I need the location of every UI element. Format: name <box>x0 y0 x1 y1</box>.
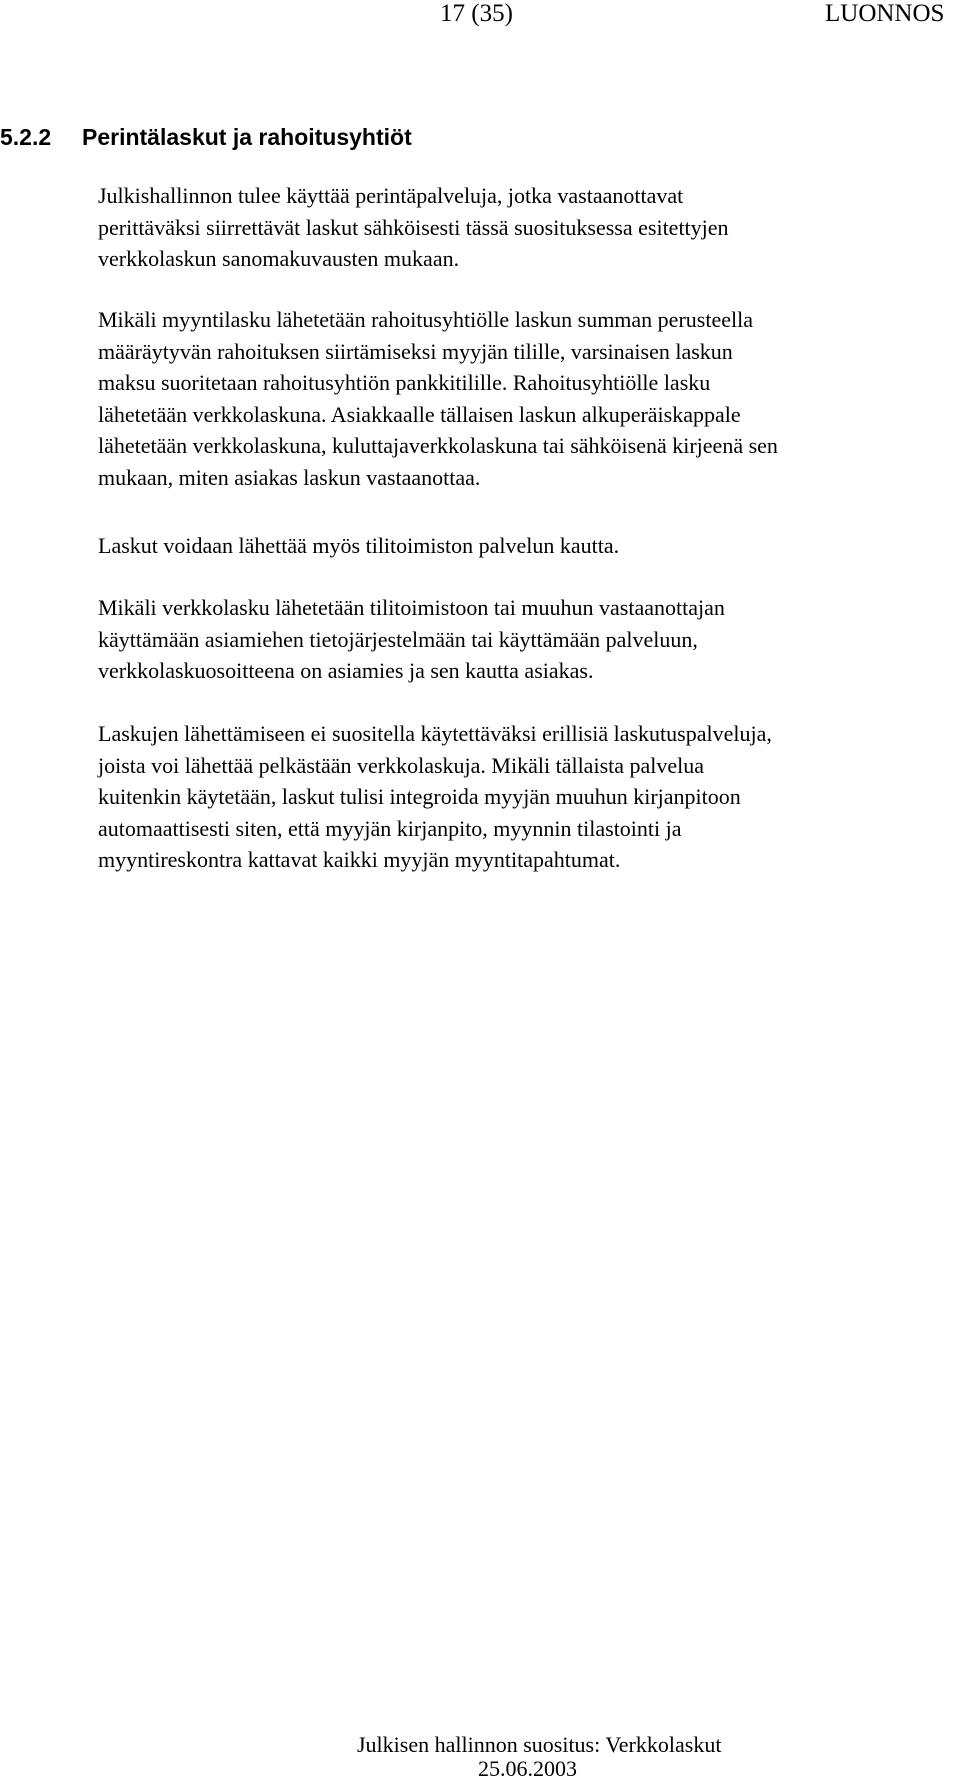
paragraph-line: lähetetään verkkolaskuna, kuluttajaverkkolaskuna tai sähköisenä kirjeenä sen <box>98 433 778 458</box>
footer-date: 25.06.2003 <box>478 1756 577 1781</box>
paragraph-line: joista voi lähettää pelkästään verkkolaskuja. Mikäli tällaista palvelua <box>98 752 705 778</box>
paragraph-perintapalvelut <box>98 180 958 275</box>
paragraph-line: Laskut voidaan lähettää myös tilitoimiston palvelun kautta. <box>98 533 620 558</box>
section-title: Perintälaskut ja rahoitusyhtiöt <box>82 124 412 150</box>
paragraph-line: lähetetään verkkolaskuna. Asiakkaalle tällaisen laskun alkuperäiskappale <box>98 401 741 427</box>
paragraph-line: verkkolaskun sanomakuvausten mukaan. <box>98 246 460 271</box>
paragraph-line: myyntireskontra kattavat kaikki myyjän myyntitapahtumat. <box>98 847 621 872</box>
paragraph-line: automaattisesti siten, että myyjän kirjanpito, myynnin tilastointi ja <box>98 815 682 841</box>
paragraph-line: Mikäli myyntilasku lähetetään rahoitusyhtiölle laskun summan perusteella <box>98 307 753 332</box>
paragraph-line: maksu suoritetaan rahoitusyhtiön pankkitilille. Rahoitusyhtiölle lasku <box>98 370 711 395</box>
paragraph-line: kuitenkin käytetään, laskut tulisi integroida myyjän muuhun kirjanpitoon <box>98 784 741 809</box>
section-number: 5.2.2 <box>0 124 52 150</box>
footer-title: Julkisen hallinnon suositus: Verkkolaskut <box>357 1732 722 1757</box>
paragraph-line: Mikäli verkkolasku lähetetään tilitoimistoon tai muuhun vastaanottajan <box>98 595 725 620</box>
paragraph-laskutuspalvelut <box>98 718 958 876</box>
section-heading <box>0 123 412 151</box>
page-number: 17 (35) <box>440 0 513 27</box>
paragraph-tilitoimisto <box>98 530 958 562</box>
paragraph-line: mukaan, miten asiakas laskun vastaanottaa. <box>98 464 481 490</box>
paragraph-rahoitusyhtiot <box>98 304 958 493</box>
paragraph-line: Laskujen lähettämiseen ei suositella käytettäväksi erillisiä laskutuspalveluja, <box>98 721 772 746</box>
paragraph-line: käyttämään asiamiehen tietojärjestelmään tai käyttämään palveluun, <box>98 626 698 652</box>
paragraph-line: perittäväksi siirrettävät laskut sähköisesti tässä suosituksessa esitettyjen <box>98 214 729 240</box>
paragraph-asiamies <box>98 592 958 687</box>
paragraph-line: verkkolaskuosoitteena on asiamies ja sen kautta asiakas. <box>98 658 594 683</box>
paragraph-line: Julkishallinnon tulee käyttää perintäpalveluja, jotka vastaanottavat <box>98 183 684 208</box>
paragraph-line: määräytyvän rahoituksen siirtämiseksi myyjän tilille, varsinaisen laskun <box>98 338 733 364</box>
draft-label: LUONNOS <box>825 0 945 27</box>
